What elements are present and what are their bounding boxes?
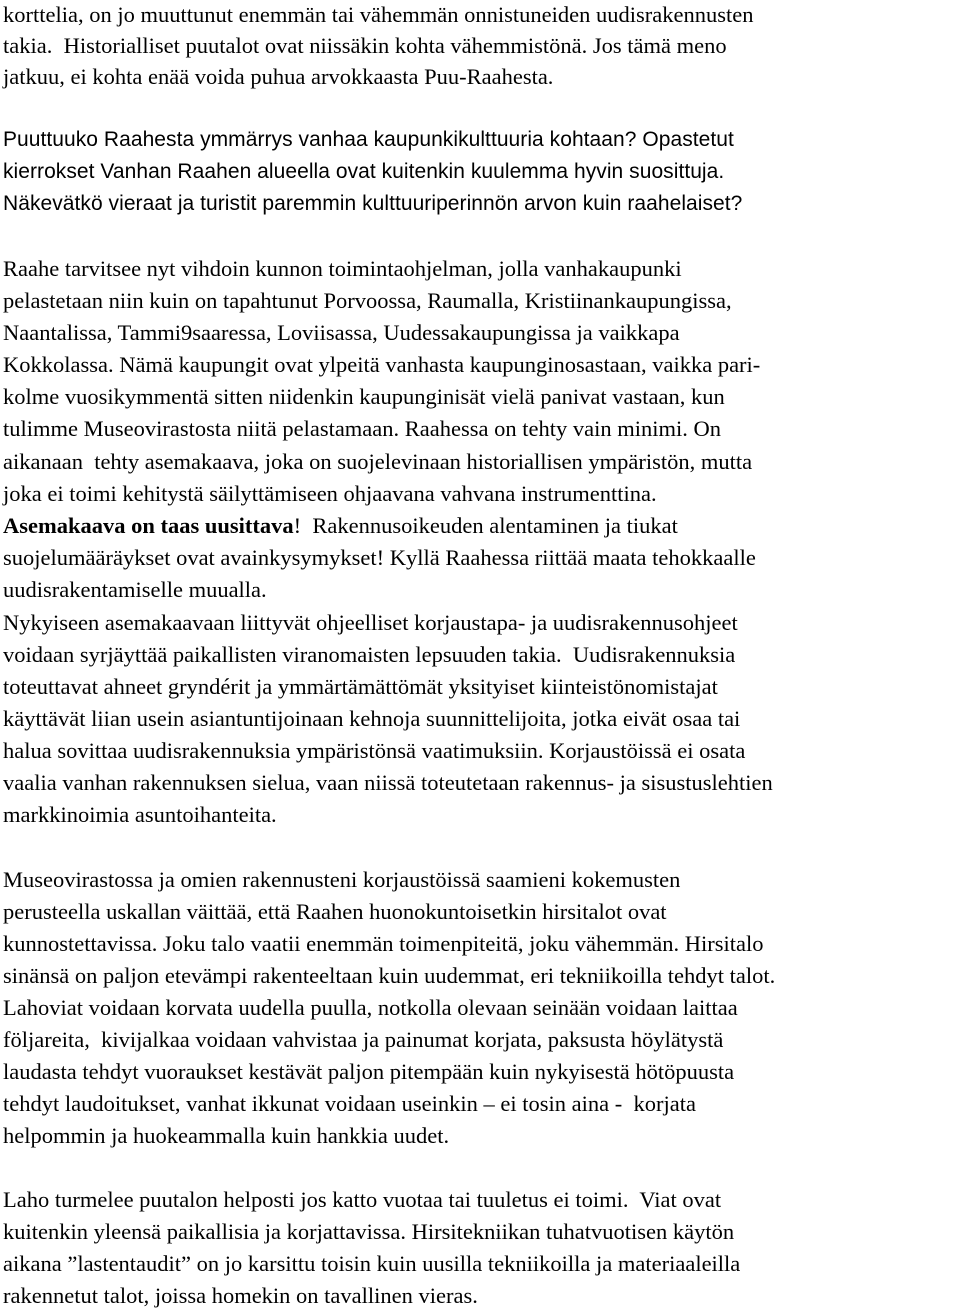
text-line: kunnostettavissa. Joku talo vaatii enemmän toimenpiteitä, joku vähemmän. Hirsitalo bbox=[3, 931, 764, 956]
text-line: takia. Historialliset puutalot ovat niissäkin kohta vähemmistönä. Jos tämä meno bbox=[3, 33, 727, 58]
text-line: pelastetaan niin kuin on tapahtunut Porvoossa, Raumalla, Kristiinankaupungissa, bbox=[3, 288, 732, 313]
text-line: sinänsä on paljon etevämpi rakenteeltaan kuin uudemmat, eri tekniikoilla tehdyt talot. bbox=[3, 963, 776, 988]
text-line: Nykyiseen asemakaavaan liittyvät ohjeelliset korjaustapa- ja uudisrakennusohjeet bbox=[3, 610, 738, 635]
text-line: Lahoviat voidaan korvata uudella puulla, notkolla olevaan seinään voidaan laittaa bbox=[3, 995, 738, 1020]
text-line: korttelia, on jo muuttunut enemmän tai vähemmän onnistuneiden uudisrakennusten bbox=[3, 2, 754, 27]
text-span: ! Rakennusoikeuden alentaminen ja tiukat bbox=[293, 513, 678, 538]
text-line: käyttävät liian usein asiantuntijoinaan kehnoja suunnittelijoita, jotka eivät osaa tai bbox=[3, 706, 741, 731]
text-line: Puuttuuko Raahesta ymmärrys vanhaa kaupunkikulttuuria kohtaan? Opastetut bbox=[3, 128, 734, 151]
text-line: aikana ”lastentaudit” on jo karsittu toisin kuin uusilla tekniikoilla ja materiaaleilla bbox=[3, 1251, 741, 1276]
text-line: kolme vuosikymmentä sitten niidenkin kaupunginisät vielä panivat vastaan, kun bbox=[3, 384, 725, 409]
text-line: Raahe tarvitsee nyt vihdoin kunnon toimintaohjelman, jolla vanhakaupunki bbox=[3, 256, 682, 281]
text-line: halua sovittaa uudisrakennuksia ympäristönsä vaatimuksiin. Korjaustöissä ei osata bbox=[3, 738, 746, 763]
text-line: markkinoimia asuntoihanteita. bbox=[3, 802, 277, 827]
text-line: tehdyt laudoitukset, vanhat ikkunat voidaan useinkin – ei tosin aina - korjata bbox=[3, 1091, 696, 1116]
text-line: Laho turmelee puutalon helposti jos katto vuotaa tai tuuletus ei toimi. Viat ovat bbox=[3, 1187, 722, 1212]
text-line: toteuttavat ahneet gryndérit ja ymmärtämättömät yksityiset kiinteistönomistajat bbox=[3, 674, 718, 699]
text-line: uudisrakentamiselle muualla. bbox=[3, 577, 267, 602]
text-line: perusteella uskallan väittää, että Raahen huonokuntoisetkin hirsitalot ovat bbox=[3, 899, 667, 924]
text-line: jatkuu, ei kohta enää voida puhua arvokkaasta Puu-Raahesta. bbox=[3, 64, 554, 89]
text-line: följareita, kivijalkaa voidaan vahvistaa ja painumat korjata, paksusta höylätystä bbox=[3, 1027, 724, 1052]
text-line: tulimme Museovirastosta niitä pelastamaan. Raahessa on tehty vain minimi. On bbox=[3, 416, 721, 441]
text-line: Museovirastossa ja omien rakennusteni korjaustöissä saamieni kokemusten bbox=[3, 867, 681, 892]
text-line: vaalia vanhan rakennuksen sielua, vaan niissä toteutetaan rakennus- ja sisustuslehtien bbox=[3, 770, 773, 795]
text-line: voidaan syrjäyttää paikallisten viranomaisten lepsuuden takia. Uudisrakennuksia bbox=[3, 642, 736, 667]
text-line: laudasta tehdyt vuoraukset kestävät paljon pitempään kuin nykyisestä hötöpuusta bbox=[3, 1059, 735, 1084]
text-line: kierrokset Vanhan Raahen alueella ovat kuitenkin kuulemma hyvin suosittuja. bbox=[3, 160, 725, 183]
text-line: Kokkolassa. Nämä kaupungit ovat ylpeitä vanhasta kaupunginosastaan, vaikka pari- bbox=[3, 352, 761, 377]
text-line: suojelumääräykset ovat avainkysymykset! Kyllä Raahessa riittää maata tehokkaalle bbox=[3, 545, 756, 570]
text-line: Naantalissa, Tammi9saaressa, Loviisassa, Uudessakaupungissa ja vaikkapa bbox=[3, 320, 680, 345]
text-line: kuitenkin yleensä paikallisia ja korjattavissa. Hirsitekniikan tuhatvuotisen käytön bbox=[3, 1219, 735, 1244]
text-line: joka ei toimi kehitystä säilyttämiseen ohjaavana vahvana instrumenttina. bbox=[3, 481, 657, 506]
text-line: rakennetut talot, joissa homekin on tavallinen vieras. bbox=[3, 1283, 478, 1308]
text-line: Näkevätkö vieraat ja turistit paremmin kulttuuriperinnön arvon kuin raahelaiset? bbox=[3, 192, 743, 215]
text-line-with-emphasis bbox=[3, 510, 678, 542]
text-line: aikanaan tehty asemakaava, joka on suojelevinaan historiallisen ympäristön, mutta bbox=[3, 449, 753, 474]
emphasis-text: Asemakaava on taas uusittava bbox=[3, 513, 294, 538]
text-line: helpommin ja huokeammalla kuin hankkia uudet. bbox=[3, 1123, 450, 1148]
